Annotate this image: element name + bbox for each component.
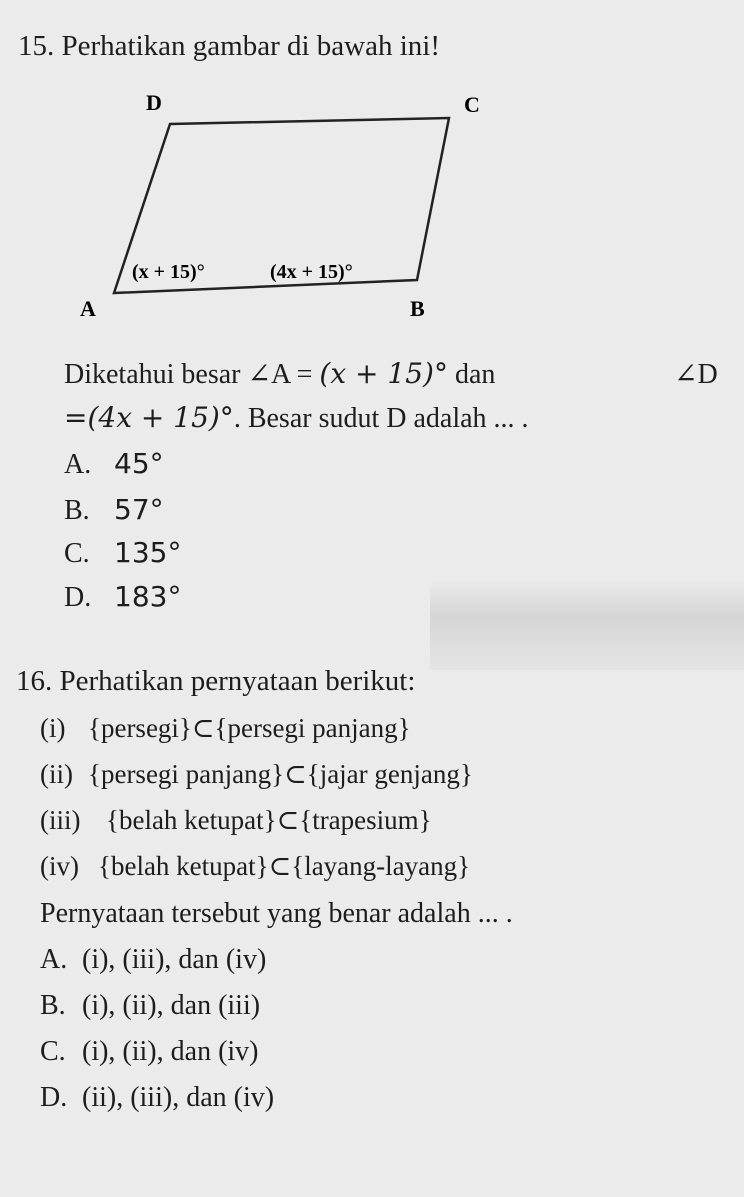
q15-text-suffix: dan <box>447 359 496 390</box>
q16-statement-ii <box>40 759 473 790</box>
vertex-label-b: B <box>410 296 425 321</box>
q16-option-b[interactable] <box>40 990 260 1022</box>
q15-angle-d-symbol: ∠D <box>674 359 718 390</box>
option-value: (i), (iii), dan (iv) <box>82 944 267 975</box>
statement-text: {belah ketupat}⊂{trapesium} <box>106 805 432 835</box>
q15-question-text: . Besar sudut D adalah ... . <box>233 403 529 434</box>
vertex-label-a: A <box>80 296 96 321</box>
q15-option-b[interactable] <box>64 493 164 527</box>
option-value: (i), (ii), dan (iv) <box>82 1036 259 1067</box>
q16-option-d[interactable] <box>40 1082 274 1114</box>
option-letter: D. <box>64 582 92 613</box>
q16-option-a[interactable] <box>40 944 266 976</box>
parallelogram-figure <box>60 80 500 330</box>
statement-number: (iv) <box>40 851 79 881</box>
paper-shading <box>430 580 744 670</box>
option-value: 45° <box>114 447 164 480</box>
statement-text: {belah ketupat}⊂{layang-layang} <box>98 851 471 881</box>
q15-angle-d-expression: =(4x + 15)° <box>64 401 234 434</box>
question-16-title: 16. Perhatikan pernyataan berikut: <box>16 665 416 697</box>
statement-text: {persegi}⊂{persegi panjang} <box>88 713 411 743</box>
option-letter: A. <box>40 944 68 975</box>
q16-statement-i <box>40 713 411 744</box>
option-value: 183° <box>114 580 182 613</box>
option-letter: A. <box>64 449 92 480</box>
statement-number: (ii) <box>40 759 73 789</box>
option-letter: D. <box>40 1082 68 1113</box>
q15-text-line-2 <box>64 401 529 435</box>
option-letter: B. <box>64 495 90 526</box>
q15-text-prefix: Diketahui besar ∠A = <box>64 359 320 390</box>
option-value: (i), (ii), dan (iii) <box>82 990 261 1021</box>
option-letter: B. <box>40 990 66 1021</box>
q15-angle-a-expression: (x + 15)° <box>319 357 448 390</box>
angle-a-label: (x + 15)° <box>132 261 205 283</box>
q15-option-a[interactable] <box>64 447 164 481</box>
q15-option-c[interactable] <box>64 536 181 570</box>
statement-number: (iii) <box>40 805 81 835</box>
question-15-title: 15. Perhatikan gambar di bawah ini! <box>18 30 440 62</box>
angle-b-label: (4x + 15)° <box>270 261 353 283</box>
vertex-label-c: C <box>464 92 480 117</box>
q16-option-c[interactable] <box>40 1036 259 1068</box>
option-value: (ii), (iii), dan (iv) <box>82 1082 275 1113</box>
q16-statement-iii <box>40 805 432 836</box>
q15-text-line-1 <box>64 357 495 391</box>
q16-prompt: Pernyataan tersebut yang benar adalah ... . <box>40 898 513 929</box>
q15-option-d[interactable] <box>64 580 181 614</box>
vertex-label-d: D <box>146 90 162 115</box>
statement-number: (i) <box>40 713 66 743</box>
statement-text: {persegi panjang}⊂{jajar genjang} <box>88 759 473 789</box>
option-value: 135° <box>114 536 182 569</box>
option-letter: C. <box>64 538 90 569</box>
option-letter: C. <box>40 1036 66 1067</box>
q16-statement-iv <box>40 851 470 882</box>
option-value: 57° <box>114 493 164 526</box>
